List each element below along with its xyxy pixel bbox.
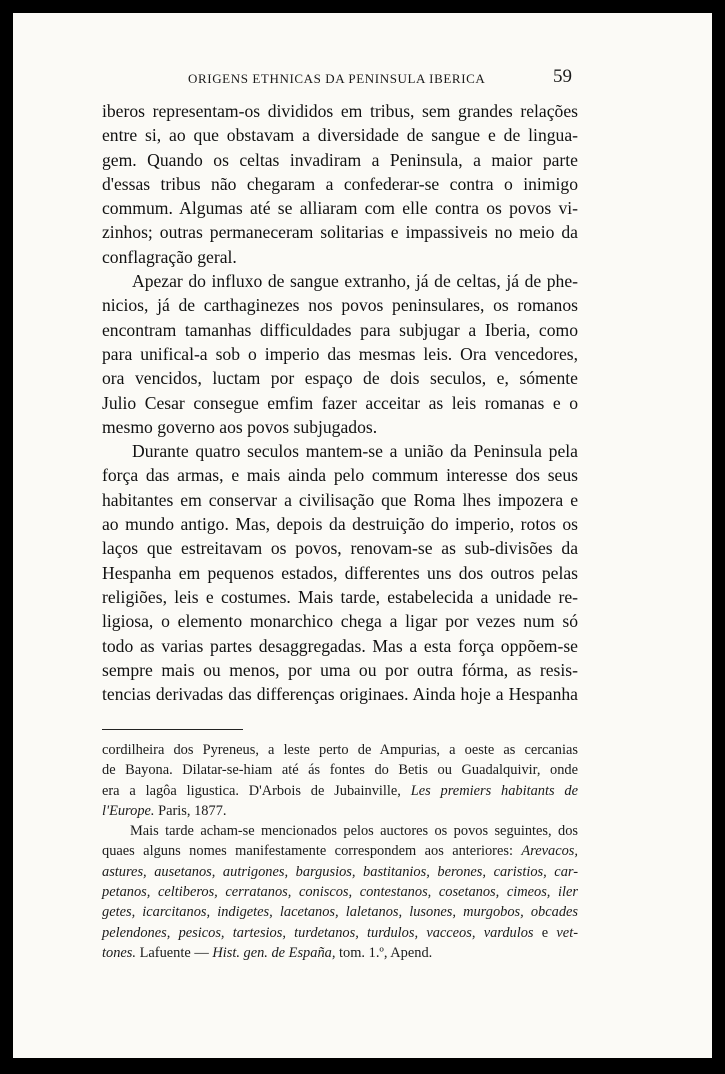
people-name: tones. xyxy=(102,944,136,961)
footnote-line xyxy=(102,781,578,801)
people-names: petanos, celtiberos, cerratanos, coniscos, contestanos, cosetanos, cimeos, iler xyxy=(102,884,578,901)
body-line: zinhos; outras permaneceram solitarias e impassiveis no meio da xyxy=(102,222,578,243)
body-line: gem. Quando os celtas invadiram a Peninsula, a maior parte xyxy=(102,149,578,170)
footnote-text: Paris, 1877. xyxy=(158,802,227,819)
footnote-text: Lafuente — xyxy=(139,944,209,961)
footnote-text: tom. 1.º, Apend. xyxy=(339,944,433,961)
body-line: nicios, já de carthaginezes nos povos peninsulares, os romanos xyxy=(102,295,578,316)
footnote-line xyxy=(102,841,578,861)
footnotes xyxy=(102,740,578,963)
book-page xyxy=(13,13,712,1058)
people-names: astures, ausetanos, autrigones, bargusios, bastitanios, berones, caristios, car- xyxy=(102,863,578,880)
footnote-line xyxy=(102,801,578,821)
footnote-text: quaes alguns nomes manifestamente correspondem aos anteriores: xyxy=(102,843,513,860)
body-line: para unifical-a sob o imperio das mesmas leis. Ora vencedores, xyxy=(102,343,578,364)
footnote-citation-title: l'Europe. xyxy=(102,802,155,819)
footnote-rule xyxy=(102,729,243,730)
body-line: ora vencidos, luctam por espaço de dois seculos, e, sómente xyxy=(102,368,578,389)
people-names: getes, icarcitanos, indigetes, lacetanos, laletanos, lusones, murgobos, obcades xyxy=(102,904,578,921)
footnote-line xyxy=(102,862,578,882)
body-line: mesmo governo aos povos subjugados. xyxy=(102,416,378,437)
body-line: commum. Algumas até se alliaram com elle contra os povos vi- xyxy=(102,198,578,219)
body-line: d'essas tribus não chegaram a confederar-se contra o inimigo xyxy=(102,173,578,194)
footnote-line: de Bayona. Dilatar-se-hiam até ás fontes do Betis ou Guadalquivir, onde xyxy=(102,762,578,779)
footnote-line xyxy=(102,943,578,963)
body-line: laços que estreitavam os povos, renovam-se as sub-divisões da xyxy=(102,538,578,559)
footnote-text: e xyxy=(541,924,549,941)
body-line: tencias derivadas das differenças originaes. Ainda hoje a Hespanha xyxy=(102,684,578,705)
running-head xyxy=(13,66,712,90)
footnote-citation-title: Les premiers habitants de xyxy=(410,782,578,799)
body-line: força das armas, e mais ainda pelo commum interesse dos seus xyxy=(102,465,578,486)
body-line: conflagração geral. xyxy=(102,246,237,267)
footnote-text: era a lagôa ligustica. D'Arbois de Jubainville, xyxy=(102,782,401,799)
running-title: ORIGENS ETHNICAS DA PENINSULA IBERICA xyxy=(188,71,486,86)
body-line: entre si, ao que obstavam a diversidade de sangue e de lingua- xyxy=(102,125,578,146)
body-text xyxy=(102,99,578,706)
body-line: todo as varias partes desaggregadas. Mas a esta força oppõem-se xyxy=(102,635,578,656)
people-name: vet- xyxy=(556,924,578,941)
people-names: pelendones, pesicos, tartesios, turdetanos, turdulos, vacceos, vardulos xyxy=(102,924,534,941)
footnote-line: Mais tarde acham-se mencionados pelos auctores os povos seguintes, dos xyxy=(130,823,578,840)
body-line: habitantes em conservar a civilisação que Roma lhes impozera e xyxy=(102,489,578,510)
body-line: iberos representam-os divididos em tribus, sem grandes relações xyxy=(102,101,578,121)
body-line: Durante quatro seculos mantem-se a união da Peninsula pela xyxy=(132,441,578,462)
page-number: 59 xyxy=(553,66,572,87)
footnote-line xyxy=(102,882,578,902)
footnote-line: cordilheira dos Pyreneus, a leste perto de Ampurias, a oeste as cercanias xyxy=(102,742,578,758)
body-line: sempre mais ou menos, por uma ou por outra fórma, as resis- xyxy=(102,659,578,680)
body-line: Hespanha em pequenos estados, differentes uns dos outros pelas xyxy=(102,562,578,583)
body-line: ligiosa, o elemento monarchico chega a ligar por vezes num só xyxy=(102,611,578,632)
footnote-line xyxy=(102,902,578,922)
footnote-line xyxy=(102,923,578,943)
body-line: Julio Cesar consegue emfim fazer acceitar as leis romanas e o xyxy=(102,392,578,413)
body-line: Apezar do influxo de sangue extranho, já de celtas, já de phe- xyxy=(132,271,578,292)
body-line: encontram tamanhas difficuldades para subjugar a Iberia, como xyxy=(102,319,578,340)
body-line: religiões, leis e costumes. Mais tarde, estabelecida a unidade re- xyxy=(102,586,578,607)
body-line: ao mundo antigo. Mas, depois da destruição do imperio, rotos os xyxy=(102,514,578,535)
footnote-citation-title: Hist. gen. de España, xyxy=(212,944,336,961)
people-name: Arevacos, xyxy=(521,843,578,860)
